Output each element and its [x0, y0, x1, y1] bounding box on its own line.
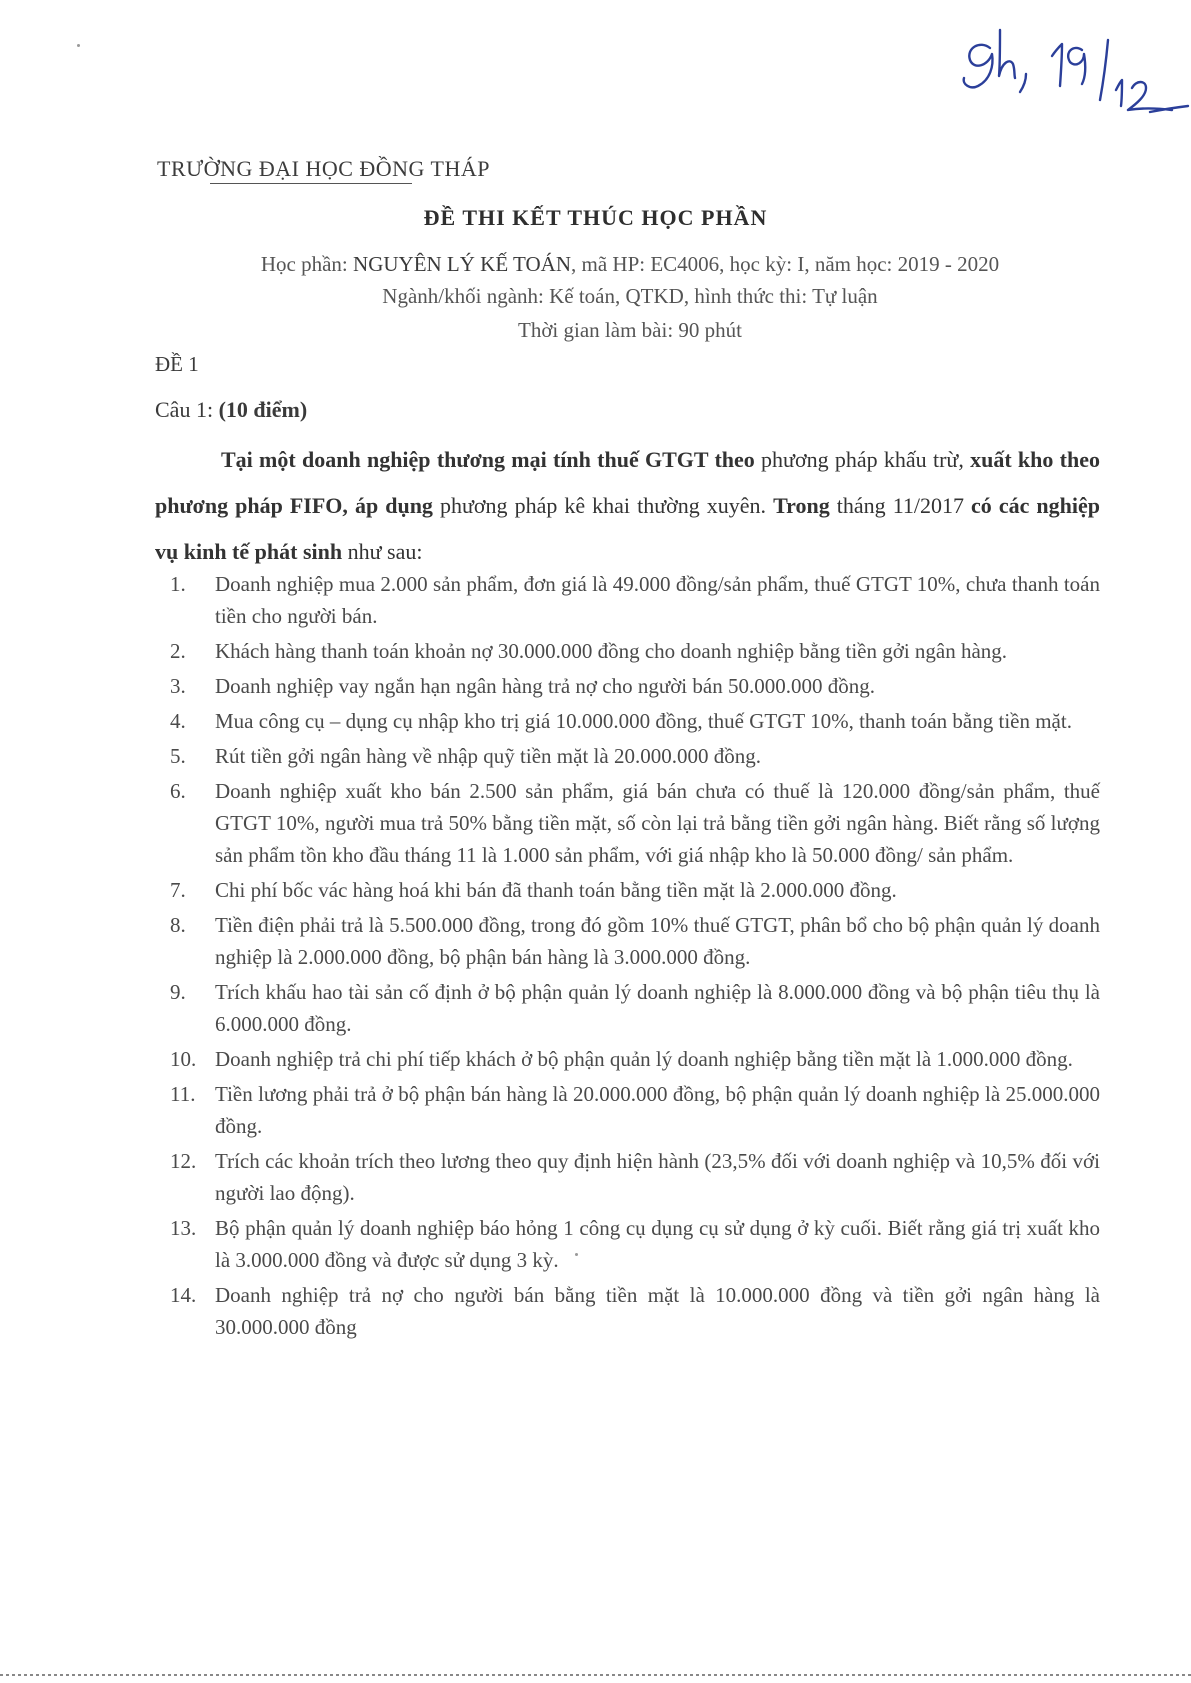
list-item	[170, 775, 1100, 871]
question-points: (10 điểm)	[218, 397, 308, 422]
item-text: Bộ phận quản lý doanh nghiệp báo hỏng 1 công cụ dụng cụ sử dụng ở kỳ cuối. Biết rằng giá trị xuất kho là 3.000.000 đồng và được sử dụng 3 kỳ.	[215, 1216, 1100, 1272]
list-item	[170, 874, 1100, 906]
list-item	[170, 1145, 1100, 1209]
course-prefix: Học phần:	[260, 252, 354, 276]
question-heading	[155, 397, 307, 423]
item-text: Chi phí bốc vác hàng hoá khi bán đã thanh toán bằng tiền mặt là 2.000.000 đồng.	[215, 878, 897, 902]
item-text: Doanh nghiệp trả nợ cho người bán bằng tiền mặt là 10.000.000 đồng và tiền gởi ngân hàng là 30.000.000 đồng	[215, 1283, 1100, 1339]
intro-part-3: xuất kho theo phương pháp FIFO, áp dụng	[155, 447, 1100, 518]
item-number: 9.	[170, 980, 186, 1004]
list-item	[170, 1078, 1100, 1142]
question-label: Câu 1:	[155, 397, 219, 422]
exam-title: ĐỀ THI KẾT THÚC HỌC PHẦN	[423, 205, 768, 230]
school-name: TRƯỜNG ĐẠI HỌC ĐỒNG THÁP	[157, 156, 490, 181]
course-suffix: , mã HP: EC4006, học kỳ: I, năm học: 2019 - 2020	[571, 252, 1000, 276]
exam-code: ĐỀ 1	[155, 352, 199, 376]
item-number: 13.	[170, 1216, 197, 1240]
intro-part-1: Tại một doanh nghiệp thương mại tính thuế GTGT theo	[221, 447, 755, 472]
item-text: Khách hàng thanh toán khoản nợ 30.000.000 đồng cho doanh nghiệp bằng tiền gởi ngân hàng.	[215, 639, 1008, 663]
item-number: 4.	[170, 709, 186, 733]
item-text: Doanh nghiệp vay ngắn hạn ngân hàng trả nợ cho người bán 50.000.000 đồng.	[215, 674, 875, 698]
item-text: Trích các khoản trích theo lương theo quy định hiện hành (23,5% đối với doanh nghiệp và 10,5% đối với người lao động).	[215, 1149, 1100, 1205]
item-number: 10.	[170, 1047, 197, 1071]
item-text: Mua công cụ – dụng cụ nhập kho trị giá 10.000.000 đồng, thuế GTGT 10%, thanh toán bằng tiền mặt.	[215, 709, 1072, 733]
item-text: Rút tiền gởi ngân hàng về nhập quỹ tiền mặt là 20.000.000 đồng.	[215, 744, 761, 768]
item-text: Tiền lương phải trả ở bộ phận bán hàng là 20.000.000 đồng, bộ phận quản lý doanh nghiệp là 25.000.000 đồng.	[215, 1082, 1100, 1138]
handwritten-note	[960, 10, 1190, 140]
intro-part-8: như sau:	[342, 539, 423, 564]
item-text: Doanh nghiệp mua 2.000 sản phẩm, đơn giá là 49.000 đồng/sản phẩm, thuế GTGT 10%, chưa thanh toán tiền cho người bán.	[215, 572, 1100, 628]
course-info	[150, 252, 1110, 277]
list-item	[170, 670, 1100, 702]
item-number: 7.	[170, 878, 186, 902]
item-number: 5.	[170, 744, 186, 768]
item-number: 1.	[170, 572, 186, 596]
item-number: 3.	[170, 674, 186, 698]
intro-part-2: phương pháp khấu trừ,	[754, 447, 971, 472]
item-number: 2.	[170, 639, 186, 663]
item-text: Doanh nghiệp trả chi phí tiếp khách ở bộ phận quản lý doanh nghiệp bằng tiền mặt là 1.000.000 đồng.	[215, 1047, 1073, 1071]
scan-edge-line	[0, 1674, 1191, 1676]
exam-time: Thời gian làm bài: 90 phút	[518, 318, 742, 342]
intro-part-4: phương pháp kê khai thường xuyên.	[432, 493, 774, 518]
course-name: NGUYÊN LÝ KẾ TOÁN	[353, 252, 571, 276]
list-item	[170, 909, 1100, 973]
list-item	[170, 705, 1100, 737]
item-number: 11.	[170, 1082, 196, 1106]
question-intro	[155, 437, 1100, 575]
intro-part-5: Trong	[773, 493, 830, 518]
list-item	[170, 568, 1100, 632]
item-number: 12.	[170, 1149, 197, 1173]
list-item	[170, 1279, 1100, 1343]
school-underline	[210, 183, 412, 184]
list-item	[170, 1212, 1100, 1276]
item-text: Tiền điện phải trả là 5.500.000 đồng, trong đó gồm 10% thuế GTGT, phân bổ cho bộ phận quản lý doanh nghiệp là 2.000.000 đồng, bộ phận bán hàng là 3.000.000 đồng.	[215, 913, 1100, 969]
item-number: 6.	[170, 779, 186, 803]
transaction-list	[170, 568, 1100, 1346]
item-text: Doanh nghiệp xuất kho bán 2.500 sản phẩm, giá bán chưa có thuế là 120.000 đồng/sản phẩm, thuế GTGT 10%, người mua trả 50% bằng tiền mặt, số còn lại trả bằng tiền gởi ngân hàng. Biết rằng số lượng sản phẩm tồn kho đầu tháng 11 là 1.000 sản phẩm, với giá nhập kho là 50.000 đồng/ sản phẩm.	[215, 779, 1100, 867]
list-item	[170, 740, 1100, 772]
list-item	[170, 1043, 1100, 1075]
intro-part-7: có các nghiệp vụ kinh tế phát sinh	[155, 493, 1100, 564]
scan-speck	[77, 44, 80, 47]
scan-speck	[575, 1253, 578, 1256]
intro-part-6: tháng 11/2017	[829, 493, 972, 518]
item-text: Trích khấu hao tài sản cố định ở bộ phận quản lý doanh nghiệp là 8.000.000 đồng và bộ phận tiêu thụ là 6.000.000 đồng.	[215, 980, 1100, 1036]
list-item	[170, 635, 1100, 667]
list-item	[170, 976, 1100, 1040]
major-info: Ngành/khối ngành: Kế toán, QTKD, hình thức thi: Tự luận	[382, 284, 878, 308]
item-number: 8.	[170, 913, 186, 937]
item-number: 14.	[170, 1283, 197, 1307]
